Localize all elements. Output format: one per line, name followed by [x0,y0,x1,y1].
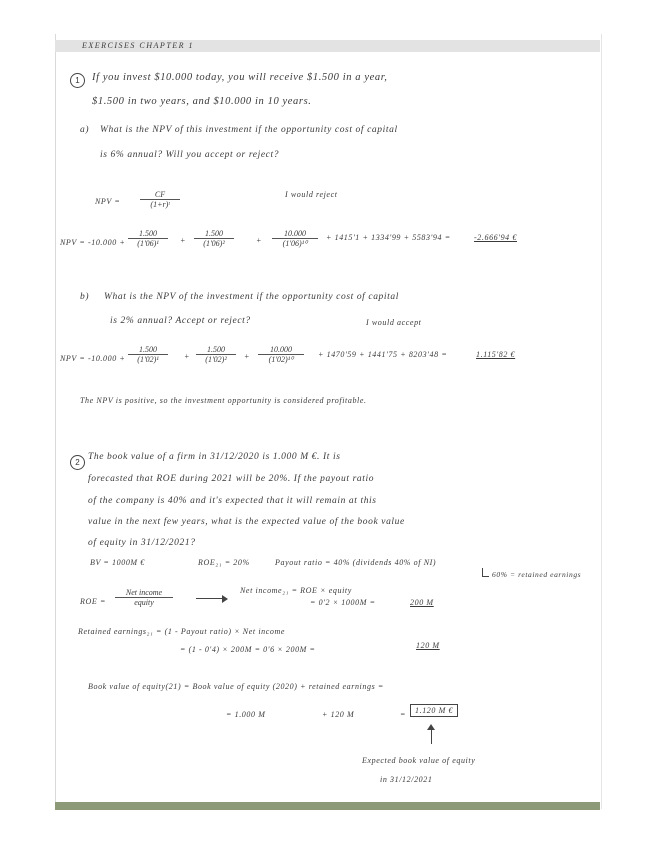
plus-sign: + [244,352,250,361]
given-roe: ROE₂₁ = 20% [198,558,250,567]
npv-formula-fraction [140,190,180,209]
ex1b-question-line1: What is the NPV of the investment if the opportunity cost of capital [104,292,399,302]
ex1a-question-line1: What is the NPV of this investment if the opportunity cost of capital [100,125,398,135]
npv-formula-denominator: (1+r)ᵗ [150,200,170,209]
ex1a-decision: I would reject [285,190,338,199]
ex1a-question-line2: is 6% annual? Will you accept or reject? [100,150,280,160]
ex1b-fraction-1-num: 1.500 [128,345,168,355]
ex1a-fraction-1-num: 1.500 [128,229,168,239]
ex1b-question-line2: is 2% annual? Accept or reject? [110,316,251,326]
npv-formula-label: NPV = [95,197,121,206]
ex2-statement-line4: value in the next few years, what is the expected value of the book value [88,517,405,527]
net-income-line2: = 0'2 × 1000M = [310,598,376,607]
book-value-base: = 1.000 M [226,710,266,719]
ex2-statement-line5: of equity in 31/12/2021? [88,538,196,548]
ex1a-result: -2.666'94 € [474,233,517,242]
book-value-equals: = [400,710,406,719]
bottom-band [55,802,600,810]
plus-sign: + [184,352,190,361]
ex1a-label: a) [80,125,90,135]
retained-earnings-result: 120 M [416,641,440,650]
ex1a-fraction-2-den: (1'06)² [203,239,225,248]
arrow-right-icon [196,598,226,599]
net-income-line1: Net income₂₁ = ROE × equity [240,586,352,595]
bracket-mark [482,568,489,577]
net-income-result: 200 M [410,598,434,607]
ex1b-fraction-3-num: 10.000 [258,345,304,355]
ex1a-fraction-2 [194,229,234,248]
page-title: EXERCISES CHAPTER 1 [82,41,195,50]
ex2-statement-line2: forecasted that ROE during 2021 will be 20%. If the payout ratio [88,474,375,484]
ex1a-fraction-1 [128,229,168,248]
roe-formula-denominator: equity [134,598,154,607]
ex1b-calc-prefix: NPV = -10.000 + [60,354,126,363]
given-payout: Payout ratio = 40% (dividends 40% of NI) [275,558,437,567]
book-value-added: + 120 M [322,710,355,719]
roe-formula-numerator: Net income [115,588,173,598]
ex2-statement-line1: The book value of a firm in 31/12/2020 is 1.000 M €. It is [88,452,341,462]
exercise-1-number: 1 [70,73,85,88]
ex1b-fraction-3 [258,345,304,364]
ex1-statement-line2: $1.500 in two years, and $10.000 in 10 years. [92,96,312,107]
book-value-result: 1.120 M € [410,704,458,717]
given-book-value: BV = 1000M € [90,558,145,567]
expected-label-line1: Expected book value of equity [362,756,476,765]
ex1b-result: 1.115'82 € [476,350,516,359]
expected-label-line2: in 31/12/2021 [380,775,433,784]
ex1-conclusion: The NPV is positive, so the investment opportunity is considered profitable. [80,396,367,405]
roe-formula-label: ROE = [80,597,106,606]
ex1a-fraction-3-den: (1'06)¹⁰ [282,239,308,248]
plus-sign: + [256,236,262,245]
ex1a-fraction-2-num: 1.500 [194,229,234,239]
plus-sign: + [180,236,186,245]
ex1b-decision: I would accept [366,318,422,327]
arrow-up-icon [431,728,432,744]
ex2-statement-line3: of the company is 40% and it's expected that it will remain at this [88,496,377,506]
npv-formula-numerator: CF [140,190,180,200]
exercise-2-number: 2 [70,455,85,470]
ex1b-fraction-3-den: (1'02)¹⁰ [268,355,294,364]
retained-earnings-line2: = (1 - 0'4) × 200M = 0'6 × 200M = [180,645,316,654]
ex1b-fraction-2-num: 1.500 [196,345,236,355]
ex1a-fraction-1-den: (1'06)¹ [137,239,159,248]
ex1-statement-line1: If you invest $10.000 today, you will receive $1.500 in a year, [92,72,388,83]
roe-formula-fraction [115,588,173,607]
given-retained: 60% = retained earnings [492,570,582,579]
ex1a-sum: + 1415'1 + 1334'99 + 5583'94 = [326,233,451,242]
ex1a-fraction-3-num: 10.000 [272,229,318,239]
ex1b-fraction-1 [128,345,168,364]
ex1b-fraction-2-den: (1'02)² [205,355,227,364]
ex1b-fraction-1-den: (1'02)¹ [137,355,159,364]
ex1a-fraction-3 [272,229,318,248]
ex1b-fraction-2 [196,345,236,364]
ex1b-label: b) [80,292,90,302]
ex1a-calc-prefix: NPV = -10.000 + [60,238,126,247]
book-value-line1: Book value of equity(21) = Book value of equity (2020) + retained earnings = [88,682,384,691]
ex1b-sum: + 1470'59 + 1441'75 + 8203'48 = [318,350,448,359]
retained-earnings-line1: Retained earnings₂₁ = (1 - Payout ratio) × Net income [78,627,286,636]
